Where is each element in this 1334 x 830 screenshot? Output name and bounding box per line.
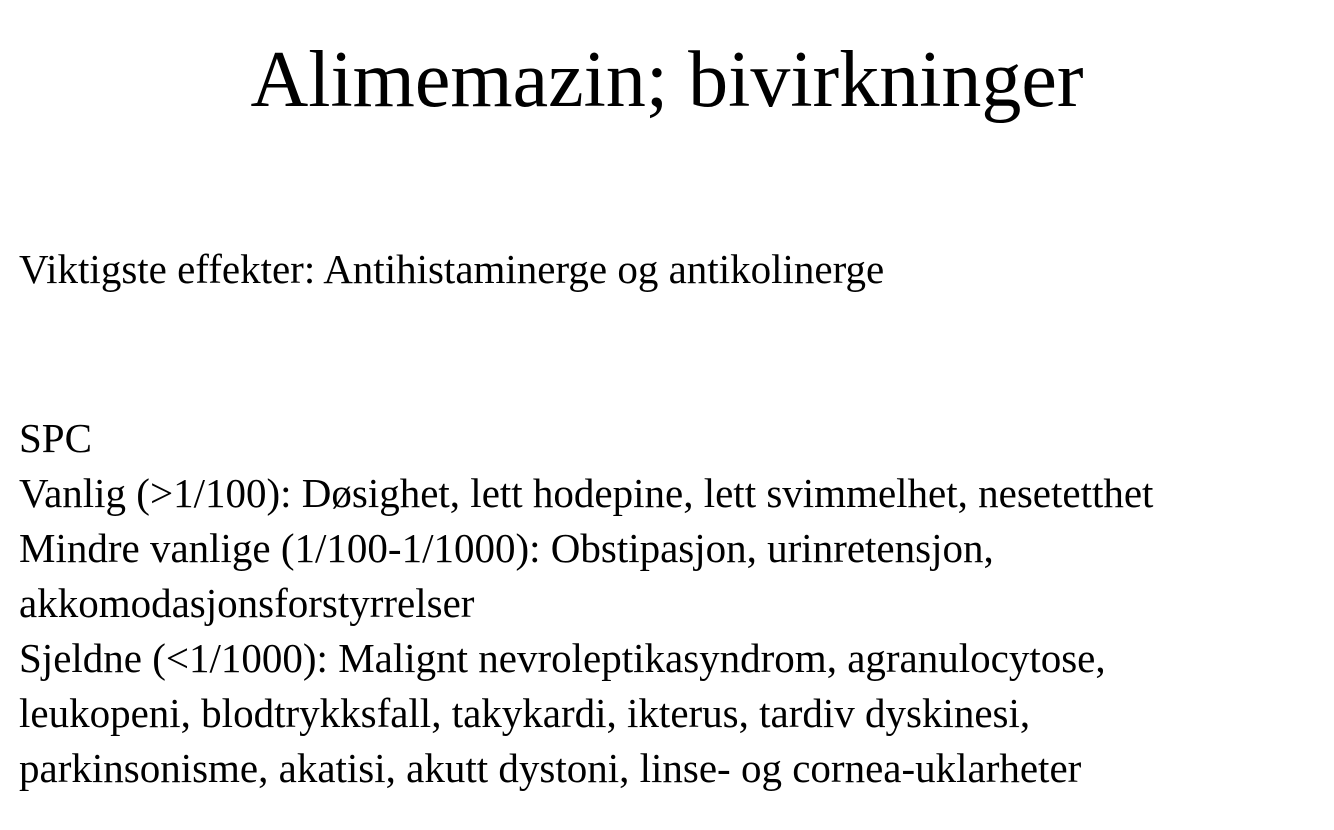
spc-line-rare: Sjeldne (<1/1000): Malignt nevroleptikasyndrom, agranulocytose, [19, 635, 1106, 681]
slide-title: Alimemazin; bivirkninger [250, 36, 1084, 124]
spc-line-uncommon: Mindre vanlige (1/100-1/1000): Obstipasjon, urinretensjon, [19, 525, 994, 571]
spc-line-rare-cont-1: leukopeni, blodtrykksfall, takykardi, ikterus, tardiv dyskinesi, [19, 690, 1031, 736]
spc-line-rare-cont-2: parkinsonisme, akatisi, akutt dystoni, linse- og cornea-uklarheter [19, 745, 1082, 791]
spc-section [19, 411, 1324, 796]
spc-line-uncommon-cont: akkomodasjonsforstyrrelser [19, 580, 475, 626]
effects-summary: Viktigste effekter: Antihistaminerge og antikolinerge [19, 246, 885, 292]
spc-heading: SPC [19, 415, 92, 461]
spc-line-common: Vanlig (>1/100): Døsighet, lett hodepine, lett svimmelhet, nesetetthet [19, 470, 1154, 516]
